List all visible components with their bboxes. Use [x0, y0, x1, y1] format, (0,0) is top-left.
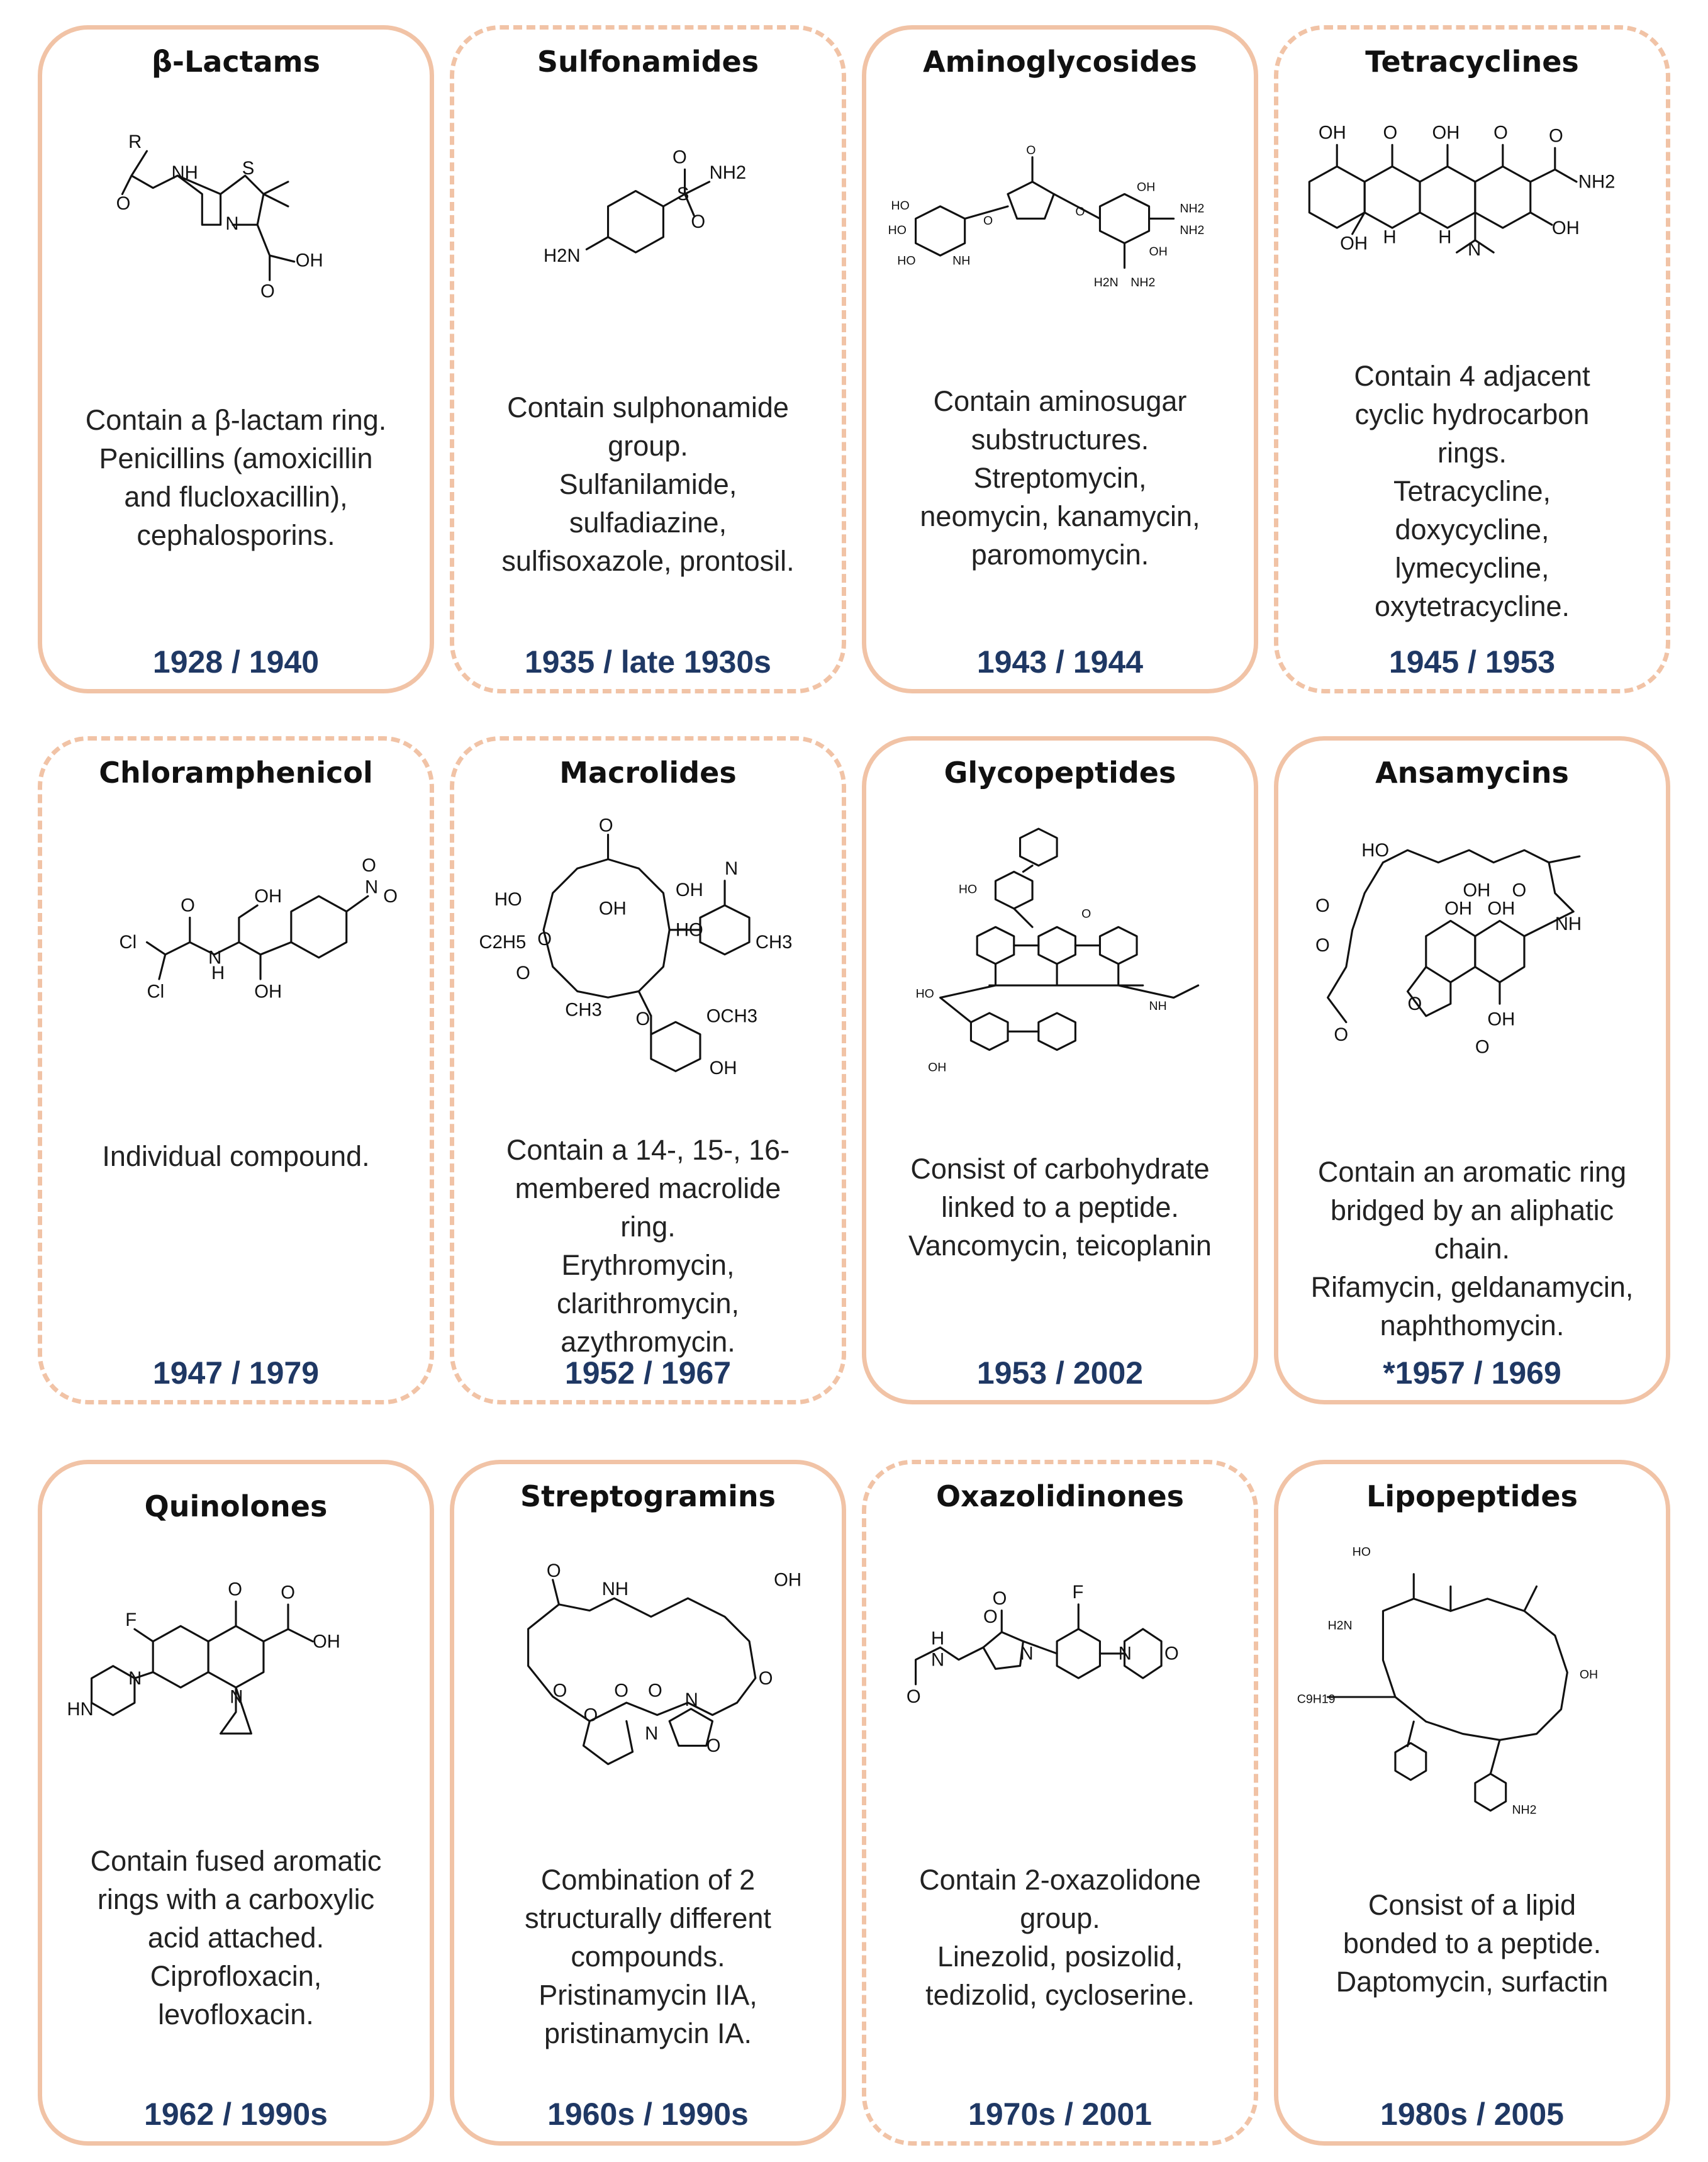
card-years: 1935 / late 1930s [525, 644, 771, 680]
svg-text:O: O [614, 1680, 629, 1701]
card-streptogramins [450, 1460, 846, 2146]
svg-text:OH: OH [709, 1058, 737, 1079]
card-title: Sulfonamides [537, 45, 759, 79]
svg-text:N: N [1468, 239, 1482, 260]
card-chloramphenicol [38, 736, 434, 1404]
svg-text:NH: NH [601, 1579, 629, 1600]
aminoglycoside-structure [879, 99, 1241, 363]
svg-text:O: O [362, 855, 376, 877]
svg-text:NH2: NH2 [709, 162, 747, 184]
svg-text:CH3: CH3 [755, 932, 793, 953]
svg-text:NH: NH [952, 254, 971, 268]
card-title: Macrolides [559, 756, 737, 790]
svg-text:NH2: NH2 [1130, 275, 1156, 289]
card-beta-lactams [38, 25, 434, 693]
card-description: Contain 4 adjacent cyclic hydrocarbon rings. Tetracycline, doxycycline, lymecycline, oxytetracycline. [1354, 360, 1590, 622]
card-description: Contain 2-oxazolidone group. Linezolid, posizolid, tedizolid, cycloserine. [919, 1864, 1201, 2011]
svg-text:S: S [676, 184, 689, 205]
svg-text:O: O [1549, 125, 1563, 147]
svg-text:O: O [1334, 1024, 1349, 1045]
svg-text:O: O [1164, 1643, 1179, 1664]
svg-text:Cl: Cl [147, 981, 165, 1002]
svg-text:NH2: NH2 [1512, 1803, 1537, 1817]
svg-text:HO: HO [888, 223, 907, 237]
svg-text:O: O [1475, 1036, 1490, 1058]
svg-text:OH: OH [295, 250, 323, 271]
svg-text:OH: OH [1487, 1009, 1515, 1030]
card-years: 1947 / 1979 [152, 1355, 320, 1391]
svg-text:OH: OH [1432, 122, 1460, 143]
svg-text:H2N: H2N [544, 245, 581, 266]
card-description: Contain sulphonamide group. Sulfanilamide, sulfadiazine, sulfisoxazole, prontosil. [501, 391, 795, 577]
svg-text:H: H [211, 963, 225, 984]
svg-text:O: O [706, 1735, 721, 1757]
glycopeptide-structure [879, 810, 1241, 1112]
svg-text:O: O [1315, 935, 1330, 956]
svg-text:HO: HO [494, 888, 522, 910]
card-aminoglycosides [862, 25, 1258, 693]
svg-text:N: N [208, 947, 222, 968]
card-years: 1945 / 1953 [1388, 644, 1556, 680]
svg-text:OH: OH [1487, 898, 1515, 919]
streptogramin-structure [467, 1533, 829, 1823]
svg-text:OH: OH [1579, 1667, 1599, 1682]
card-title: Oxazolidinones [935, 1479, 1185, 1513]
card-years: 1952 / 1967 [564, 1355, 732, 1391]
svg-text:F: F [125, 1610, 137, 1631]
svg-text:HO: HO [958, 882, 978, 897]
svg-text:OH: OH [598, 898, 627, 919]
svg-text:N: N [230, 1686, 243, 1708]
card-title: Lipopeptides [1366, 1479, 1578, 1513]
svg-text:OH: OH [313, 1631, 340, 1652]
beta-lactam-structure [55, 99, 417, 363]
card-years: 1962 / 1990s [144, 2097, 328, 2132]
svg-text:O: O [983, 1606, 998, 1628]
chloramphenicol-structure [55, 822, 417, 1087]
card-years: 1953 / 2002 [976, 1355, 1144, 1391]
svg-text:Cl: Cl [119, 932, 137, 953]
svg-text:N: N [365, 877, 379, 898]
card-description: Contain an aromatic ring bridged by an aliphatic chain. Rifamycin, geldanamycin, naphthomycin. [1310, 1156, 1634, 1341]
svg-text:N: N [1118, 1643, 1132, 1664]
svg-text:O: O [1315, 895, 1330, 916]
svg-text:O: O [552, 1680, 567, 1701]
card-title: Ansamycins [1375, 756, 1569, 790]
svg-text:N: N [1020, 1643, 1034, 1664]
card-description: Individual compound. [102, 1140, 370, 1172]
svg-text:CH3: CH3 [565, 999, 602, 1021]
svg-text:HO: HO [915, 987, 934, 1001]
svg-text:OH: OH [675, 880, 703, 901]
svg-text:HO: HO [897, 254, 916, 268]
svg-text:N: N [930, 1649, 945, 1671]
svg-text:N: N [128, 1668, 142, 1689]
svg-text:OH: OH [1149, 245, 1168, 259]
svg-text:O: O [1075, 204, 1085, 219]
svg-text:H2N: H2N [1327, 1618, 1353, 1633]
svg-text:O: O [1512, 880, 1527, 901]
svg-text:OH: OH [1340, 233, 1368, 254]
svg-text:HN: HN [67, 1698, 94, 1720]
svg-text:O: O [537, 929, 552, 950]
svg-text:O: O [983, 214, 993, 228]
svg-text:NH2: NH2 [1180, 201, 1205, 216]
card-description: Consist of carbohydrate linked to a peptide. Vancomycin, teicoplanin [908, 1153, 1212, 1262]
svg-text:OH: OH [254, 886, 282, 907]
svg-text:O: O [648, 1680, 662, 1701]
svg-text:OH: OH [1463, 880, 1491, 901]
svg-text:NH2: NH2 [1578, 171, 1616, 193]
card-macrolides [450, 736, 846, 1404]
svg-text:O: O [1407, 993, 1422, 1014]
svg-text:O: O [260, 281, 275, 302]
card-description: Contain aminosugar substructures. Streptomycin, neomycin, kanamycin, paromomycin. [920, 385, 1200, 571]
svg-text:OH: OH [928, 1060, 947, 1075]
card-title: Streptogramins [520, 1479, 776, 1513]
svg-text:NH: NH [1555, 914, 1582, 935]
svg-text:OH: OH [1137, 180, 1156, 194]
svg-text:N: N [725, 858, 739, 879]
quinolone-structure [55, 1552, 417, 1817]
svg-text:H: H [930, 1628, 945, 1649]
card-years: 1970s / 2001 [968, 2097, 1152, 2132]
lipopeptide-structure [1291, 1533, 1653, 1861]
card-description: Consist of a lipid bonded to a peptide. Daptomycin, surfactin [1336, 1889, 1609, 1998]
card-years: 1960s / 1990s [547, 2097, 749, 2132]
svg-text:N: N [684, 1689, 698, 1710]
svg-text:O: O [1383, 122, 1398, 143]
svg-text:O: O [758, 1667, 773, 1689]
card-glycopeptides [862, 736, 1258, 1404]
svg-text:HO: HO [1361, 839, 1390, 861]
svg-text:R: R [128, 132, 142, 153]
svg-text:OH: OH [774, 1569, 802, 1591]
svg-text:O: O [228, 1579, 243, 1600]
svg-text:HO: HO [891, 198, 910, 213]
svg-text:C2H5: C2H5 [479, 932, 527, 953]
tetracycline-structure [1291, 99, 1653, 363]
svg-text:NH: NH [171, 162, 198, 184]
ansamycin-structure [1291, 810, 1653, 1106]
svg-text:O: O [546, 1560, 561, 1581]
svg-text:O: O [281, 1582, 296, 1603]
svg-text:N: N [645, 1723, 659, 1744]
svg-text:OH: OH [1444, 898, 1472, 919]
svg-text:OH: OH [254, 981, 282, 1002]
svg-text:O: O [673, 147, 687, 168]
sulfonamide-structure [467, 99, 829, 363]
svg-text:OCH3: OCH3 [706, 1005, 758, 1027]
svg-text:O: O [181, 895, 195, 916]
svg-text:OH: OH [1318, 122, 1346, 143]
card-lipopeptides [1274, 1460, 1670, 2146]
svg-text:H: H [1438, 227, 1452, 248]
svg-text:H: H [1383, 227, 1397, 248]
svg-text:O: O [116, 193, 131, 214]
svg-text:C9H19: C9H19 [1297, 1692, 1336, 1706]
svg-text:NH2: NH2 [1180, 223, 1205, 237]
card-title: Glycopeptides [944, 756, 1176, 790]
card-title: Chloramphenicol [99, 756, 373, 790]
svg-text:NH: NH [1149, 999, 1167, 1014]
svg-text:O: O [1081, 907, 1091, 921]
card-description: Contain a 14-, 15-, 16- membered macrolide ring. Erythromycin, clarithromycin, azythromycin. [506, 1134, 790, 1358]
svg-text:F: F [1072, 1582, 1084, 1603]
card-ansamycins [1274, 736, 1670, 1404]
svg-text:HO: HO [1352, 1545, 1371, 1559]
svg-text:N: N [225, 213, 239, 235]
svg-text:O: O [583, 1705, 598, 1726]
card-years: 1980s / 2005 [1380, 2097, 1564, 2132]
macrolide-structure [467, 810, 829, 1093]
card-quinolones [38, 1460, 434, 2146]
svg-text:O: O [383, 886, 398, 907]
card-description: Contain a β-lactam ring. Penicillins (amoxicillin and flucloxacillin), cephalosporins. [85, 404, 387, 551]
svg-text:O: O [635, 1009, 650, 1030]
card-oxazolidinones [862, 1460, 1258, 2146]
svg-text:S: S [242, 158, 255, 179]
card-years: *1957 / 1969 [1383, 1355, 1561, 1391]
svg-text:O: O [906, 1686, 921, 1708]
svg-text:OH: OH [1551, 217, 1580, 238]
svg-text:O: O [598, 815, 613, 836]
card-description: Combination of 2 structurally different compounds. Pristinamycin IIA, pristinamycin IA. [525, 1864, 771, 2049]
svg-text:O: O [992, 1588, 1007, 1609]
card-title: β-Lactams [152, 45, 320, 79]
card-title: Tetracyclines [1365, 45, 1579, 79]
card-title: Quinolones [144, 1489, 328, 1523]
card-description: Contain fused aromatic rings with a carboxylic acid attached. Ciprofloxacin, levofloxacin. [90, 1845, 382, 2030]
svg-text:O: O [1493, 122, 1508, 143]
oxazolidinone-structure [879, 1533, 1241, 1823]
svg-text:O: O [691, 211, 706, 233]
svg-text:O: O [1026, 143, 1036, 157]
card-title: Aminoglycosides [923, 45, 1197, 79]
card-years: 1943 / 1944 [976, 644, 1144, 680]
svg-text:H2N: H2N [1093, 275, 1119, 289]
svg-text:O: O [516, 962, 530, 983]
card-tetracyclines [1274, 25, 1670, 693]
card-years: 1928 / 1940 [152, 644, 320, 680]
svg-text:HO: HO [675, 919, 703, 941]
card-sulfonamides [450, 25, 846, 693]
